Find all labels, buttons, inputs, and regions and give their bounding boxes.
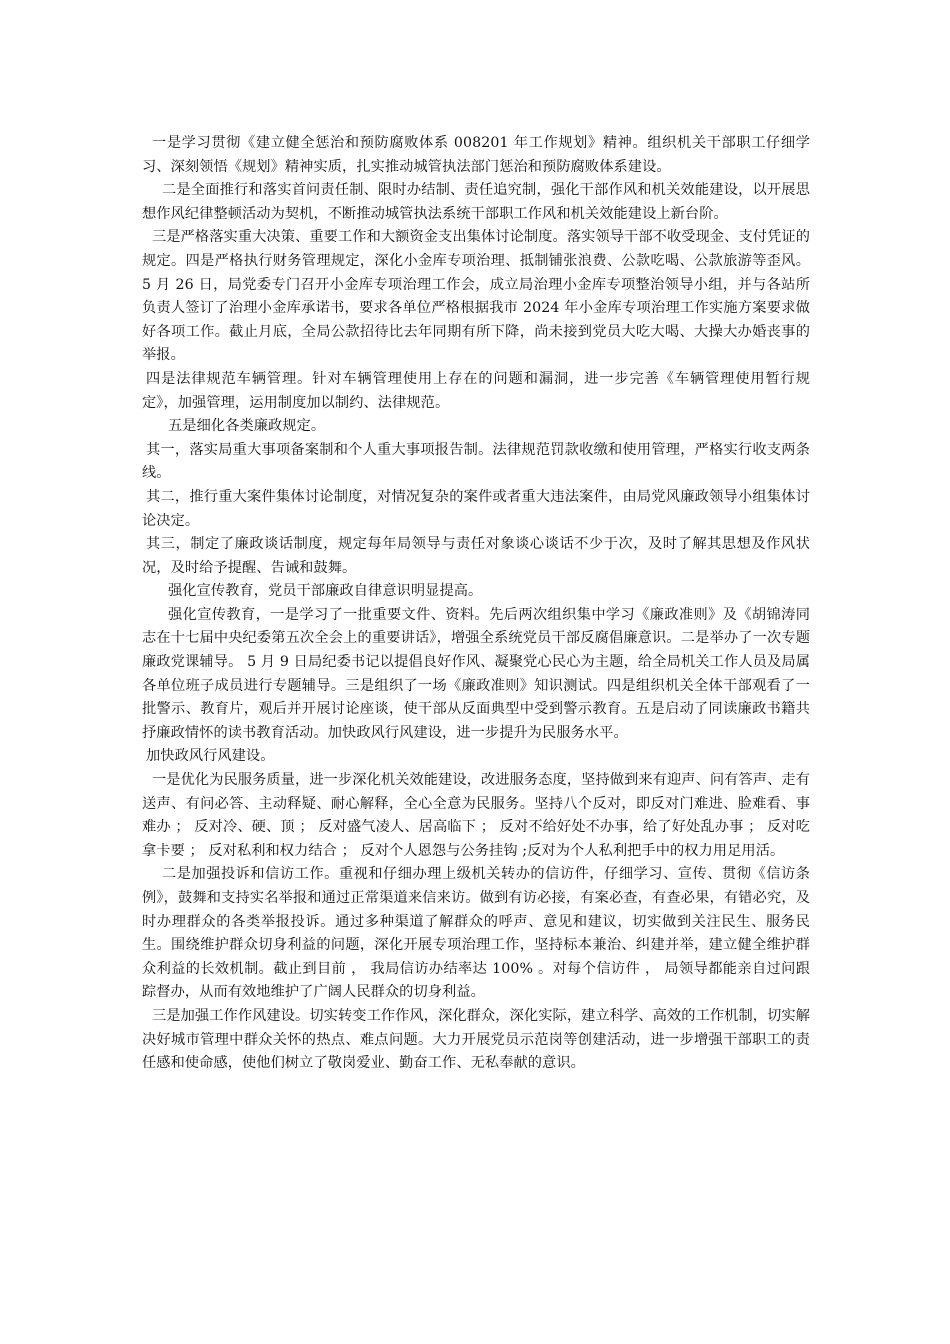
- paragraph-10: 强化宣传教育，一是学习了一批重要文件、资料。先后两次组织集中学习《廉政准则》及《胡锦涛同志在十七届中央纪委第五次全会上的重要讲话》，增强全系统党员干部反腐倡廉意识。二是举办了一次专题廉政党课辅导。 5 月 9 日局纪委书记以提倡良好作风、凝聚党心民心为主题，给全局机关工作人员及局属各单位班子成员进行专题辅导。三是组织了一场《廉政准则》知识测试。四是组织机关全体干部观看了一批警示、教育片，观后并开展讨论座谈，使干部从反面典型中受到警示教育。五是启动了同读廉政书籍共抒廉政情怀的读书教育活动。加快政风行风建设，进一步提升为民服务水平。: [142, 606, 810, 741]
- paragraph-13: 二是加强投诉和信访工作。重视和仔细办理上级机关转办的信访件，仔细学习、宣传、贯彻《信访条例》，鼓舞和支持实名举报和通过正常渠道来信来访。做到有访必接，有案必查，有查必果，有错必究，及时办理群众的各类举报投诉。通过多种渠道了解群众的呼声、意见和建议，切实做到关注民生、服务民生。围绕维护群众切身利益的问题，深化开展专项治理工作，坚持标本兼治、纠建并举，建立健全维护群众利益的长效机制。截止到目前 ， 我局信访办结率达 100% 。对每个信访件 ， 局领导都能亲自过问跟踪督办，从而有效地维护了广阔人民群众的切身利益。: [142, 866, 810, 1001]
- paragraph-14: 三是加强工作作风建设。切实转变工作作风，深化群众，深化实际，建立科学、高效的工作机制，切实解决好城市管理中群众关怀的热点、难点问题。大力开展党员示范岗等创建活动，进一步增强干部职工的责任感和使命感，使他们树立了敬岗爱业、勤奋工作、无私奉献的意识。: [142, 1007, 810, 1072]
- paragraph-4: 四是法律规范车辆管理。针对车辆管理使用上存在的问题和漏洞，进一步完善《车辆管理使用暂行规定》，加强管理，运用制度加以制约、法律规范。: [142, 370, 810, 411]
- paragraph-8: 其三，制定了廉政谈话制度，规定每年局领导与责任对象谈心谈话不少于次，及时了解其思想及作风状况，及时给予提醒、告诫和鼓舞。: [142, 536, 810, 576]
- paragraph-9: 强化宣传教育，党员干部廉政自律意识明显提高。: [168, 583, 483, 600]
- paragraph-6: 其一，落实局重大事项备案制和个人重大事项报告制。法律规范罚款收缴和使用管理，严格实行收支两条线。: [142, 441, 810, 482]
- paragraph-7: 其二，推行重大案件集体讨论制度，对情况复杂的案件或者重大违法案件，由局党风廉政领导小组集体讨论决定。: [142, 488, 810, 529]
- paragraph-3: 三是严格落实重大决策、重要工作和大额资金支出集体讨论制度。落实领导干部不收受现金、支付凭证的规定。四是严格执行财务管理规定，深化小金库专项治理、抵制铺张浪费、公款吃喝、公款旅游等歪风。 5 月 26 日，局党委专门召开小金库专项治理工作会，成立局治理小金库专项整治领导小组，并与各站所负责人签订了治理小金库承诺书，要求各单位严格根据我市 2024 年小金库专项治理工作实施方案要求做好各项工作。截止月底，全局公款招待比去年同期有所下降，尚未接到党员大吃大喝、大操大办婚丧事的举报。: [142, 229, 810, 364]
- paragraph-5: 五是细化各类廉政规定。: [168, 418, 326, 435]
- paragraph-1: 一是学习贯彻《建立健全惩治和预防腐败体系 008201 年工作规划》精神。组织机关干部职工仔细学习、深刻领悟《规划》精神实质，扎实推动城管执法部门惩治和预防腐败体系建设。: [142, 135, 810, 175]
- document-body: [142, 132, 810, 1076]
- paragraph-11: 加快政风行风建设。: [146, 748, 275, 765]
- paragraph-2: 二是全面推行和落实首问责任制、限时办结制、责任追究制，强化干部作风和机关效能建设，以开展思想作风纪律整顿活动为契机，不断推动城管执法系统干部职工作风和机关效能建设上新台阶。: [142, 182, 810, 222]
- paragraph-12: 一是优化为民服务质量，进一步深化机关效能建设，改进服务态度，坚持做到来有迎声、问有答声、走有送声、有问必答、主动释疑、耐心解释，全心全意为民服务。坚持八个反对，即反对门难进、脸难看、事难办 ； 反对冷、硬、顶 ； 反对盛气凌人、居高临下 ； 反对不给好处不办事，给了好处乱办事 ； 反对吃拿卡要 ； 反对私利和权力结合 ； 反对个人恩怨与公务挂钩 ;反对为个人私利把手中的权力用足用活。: [142, 772, 810, 859]
